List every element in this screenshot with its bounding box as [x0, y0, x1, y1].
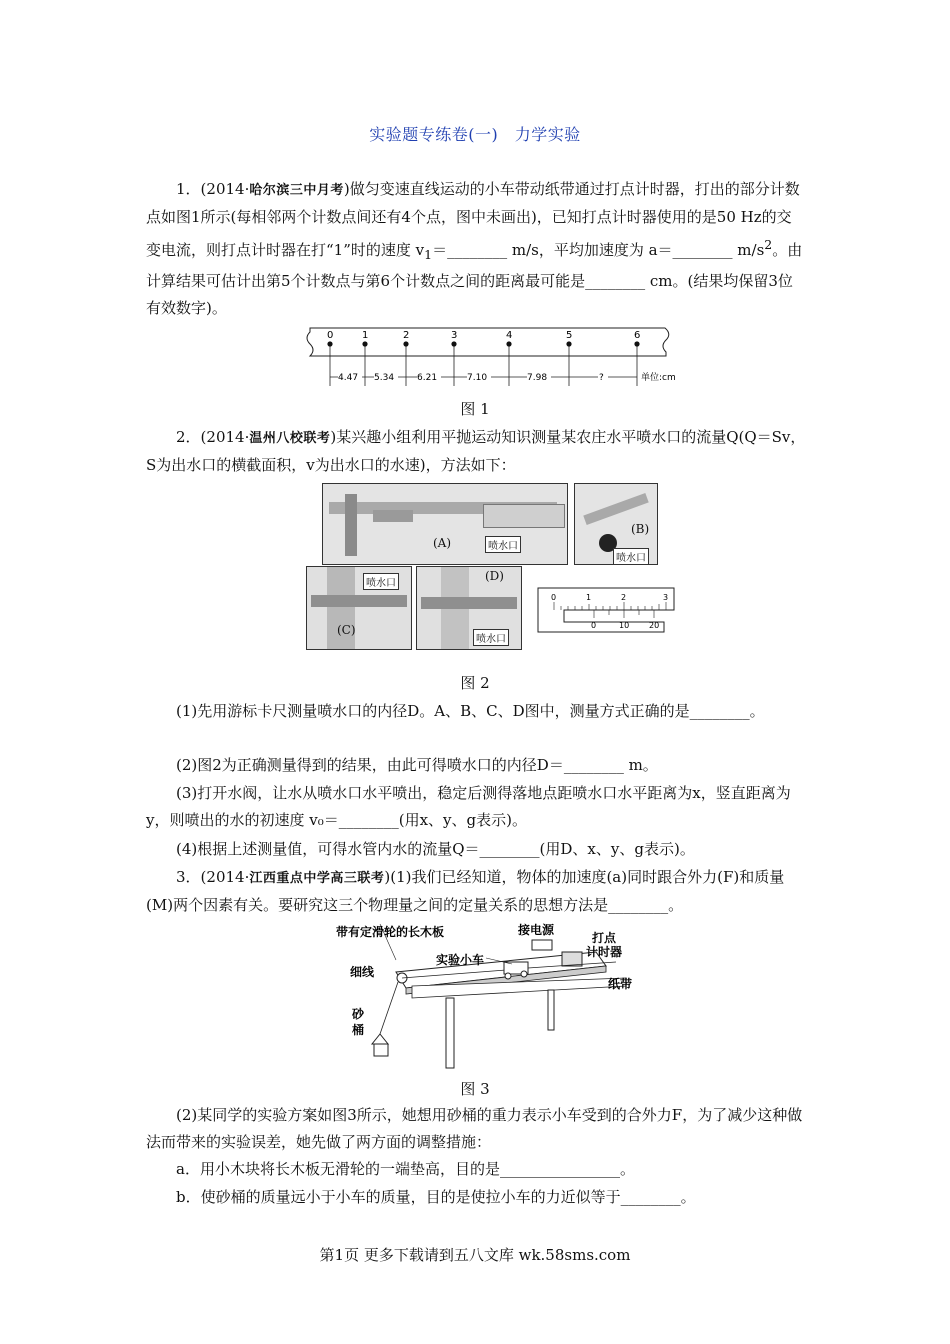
fig3-cart-label: 实验小车: [436, 953, 485, 967]
caliper-photo-d-label: (D): [485, 569, 504, 583]
question-3-source: 江西重点中学高三联考: [249, 871, 385, 886]
question-3-part-2: (2)某同学的实验方案如图3所示，她想用砂桶的重力表示小车受到的合外力F，为了减少这种做法而带来的实验误差，她先做了两方面的调整措施：: [146, 1106, 803, 1151]
caliper-photo-c-nozzle: 喷水口: [363, 573, 399, 590]
vernier-scale-20: 20: [649, 621, 660, 630]
main-scale-3: 3: [663, 593, 669, 602]
question-2-source: 温州八校联考: [249, 431, 331, 446]
page-footer: 第1页 更多下载请到五八文库 wk.58sms.com: [319, 1246, 631, 1264]
tape-label-4: 4: [506, 330, 513, 341]
caliper-photo-a-label: (A): [433, 536, 452, 550]
fig3-board-label: 带有定滑轮的长木板: [336, 925, 445, 939]
fig3-string-label: 细线: [350, 965, 375, 979]
question-1-source: 哈尔滨三中月考: [249, 183, 344, 198]
caliper-photo-b-label: (B): [631, 522, 650, 536]
fig3-tape-label: 纸带: [608, 977, 633, 991]
caliper-photo-a-nozzle: 喷水口: [485, 536, 521, 553]
main-scale-1: 1: [586, 593, 592, 602]
vernier-scale-10: 10: [619, 621, 630, 630]
question-2: 2．(2014·温州八校联考)某兴趣小组利用平抛运动知识测量某农庄水平喷水口的流量Q(Q＝Sv，S为出水口的横截面积，v为出水口的水速)，方法如下：: [146, 428, 806, 474]
tape-dist-4: 7.10: [467, 373, 488, 383]
tape-dist-2: 5.34: [374, 373, 395, 383]
tape-dist-5: 7.98: [527, 373, 548, 383]
fig3-timer-label-1: 打点: [592, 931, 617, 945]
caliper-photo-c-label: (C): [337, 623, 356, 637]
tape-dot-4: [506, 341, 511, 346]
tape-dot-2: [403, 341, 408, 346]
figure-1-caption: 图 1: [460, 400, 490, 418]
question-2-part-4: (4)根据上述测量值，可得水管内水的流量Q＝________(用D、x、y、g表示)。: [176, 840, 695, 858]
tape-label-5: 5: [566, 330, 573, 341]
tape-label-3: 3: [451, 330, 458, 341]
question-2-part-1: (1)先用游标卡尺测量喷水口的内径D。A、B、C、D图中，测量方式正确的是________。: [176, 702, 765, 720]
page-title: 实验题专练卷(一) 力学实验: [369, 125, 581, 144]
question-3-part-a: a．用小木块将长木板无滑轮的一端垫高，目的是________________。: [176, 1160, 635, 1178]
tape-dot-5: [566, 341, 571, 346]
fig3-bucket-label-1: 砂: [352, 1007, 365, 1021]
figure-1-paper-tape: [300, 322, 680, 394]
tape-label-2: 2: [403, 330, 410, 341]
main-scale-2: 2: [621, 593, 627, 602]
tape-label-0: 0: [327, 330, 334, 341]
tape-label-1: 1: [362, 330, 369, 341]
caliper-photo-a: [322, 483, 568, 565]
tape-label-6: 6: [634, 330, 641, 341]
figure-3-caption: 图 3: [460, 1080, 490, 1098]
caliper-photo-b: [574, 483, 658, 565]
figure-2-caption: 图 2: [460, 674, 490, 692]
question-2-part-2: (2)图2为正确测量得到的结果，由此可得喷水口的内径D＝________ m。: [176, 756, 658, 774]
tape-dist-3: 6.21: [417, 373, 438, 383]
tape-dot-6: [634, 341, 639, 346]
question-2-part-3: (3)打开水阀，让水从喷水口水平喷出，稳定后测得落地点距喷水口水平距离为x，竖直距离为y，则喷出的水的初速度 v₀＝________(用x、y、g表示)。: [146, 784, 791, 829]
caliper-photo-b-nozzle: 喷水口: [613, 548, 649, 565]
question-1: 1．(2014·哈尔滨三中月考)做匀变速直线运动的小车带动纸带通过打点计时器，打出的部分计数点如图1所示(每相邻两个计数点间还有4个点，图中未画出)，已知打点计时器使用的是50 Hz的交变电流，则打点计时器在打“1”时的速度 $v_1=\_\_\_\_\_\_\_\_$ m/s，平均加速度为 a＝________ $m/s^2$。由计算结果可估计出第5个计数点与第6个计数点之间的距离最可能是________ cm。(结果均保留3位有效数字)。: [146, 180, 803, 317]
tape-dist-1: 4.47: [338, 373, 359, 383]
fig3-power-label: 接电源: [518, 923, 555, 937]
caliper-photo-d-nozzle: 喷水口: [473, 629, 509, 646]
tape-dist-6: ?: [599, 373, 604, 383]
tape-unit: 单位:cm: [641, 373, 676, 383]
main-scale-0: 0: [551, 593, 557, 602]
tape-dot-1: [362, 341, 367, 346]
figure-3-apparatus: [336, 922, 646, 1078]
tape-dot-0: [327, 341, 332, 346]
question-3: 3．(2014·江西重点中学高三联考)(1)我们已经知道，物体的加速度(a)同时跟合外力(F)和质量(M)两个因素有关。要研究这三个物理量之间的定量关系的思想方法是________。: [146, 868, 785, 914]
fig3-bucket-label-2: 桶: [352, 1023, 365, 1037]
vernier-scale-0: 0: [591, 621, 597, 630]
tape-dot-3: [451, 341, 456, 346]
question-3-part-b: b．使砂桶的质量远小于小车的质量，目的是使拉小车的力近似等于________。: [176, 1188, 696, 1206]
vernier-caliper-reading: [524, 580, 684, 640]
caliper-photo-c: [306, 566, 412, 650]
caliper-photo-d: [416, 566, 522, 650]
tape-points: [327, 330, 640, 347]
fig3-timer-label-2: 计时器: [586, 945, 623, 959]
